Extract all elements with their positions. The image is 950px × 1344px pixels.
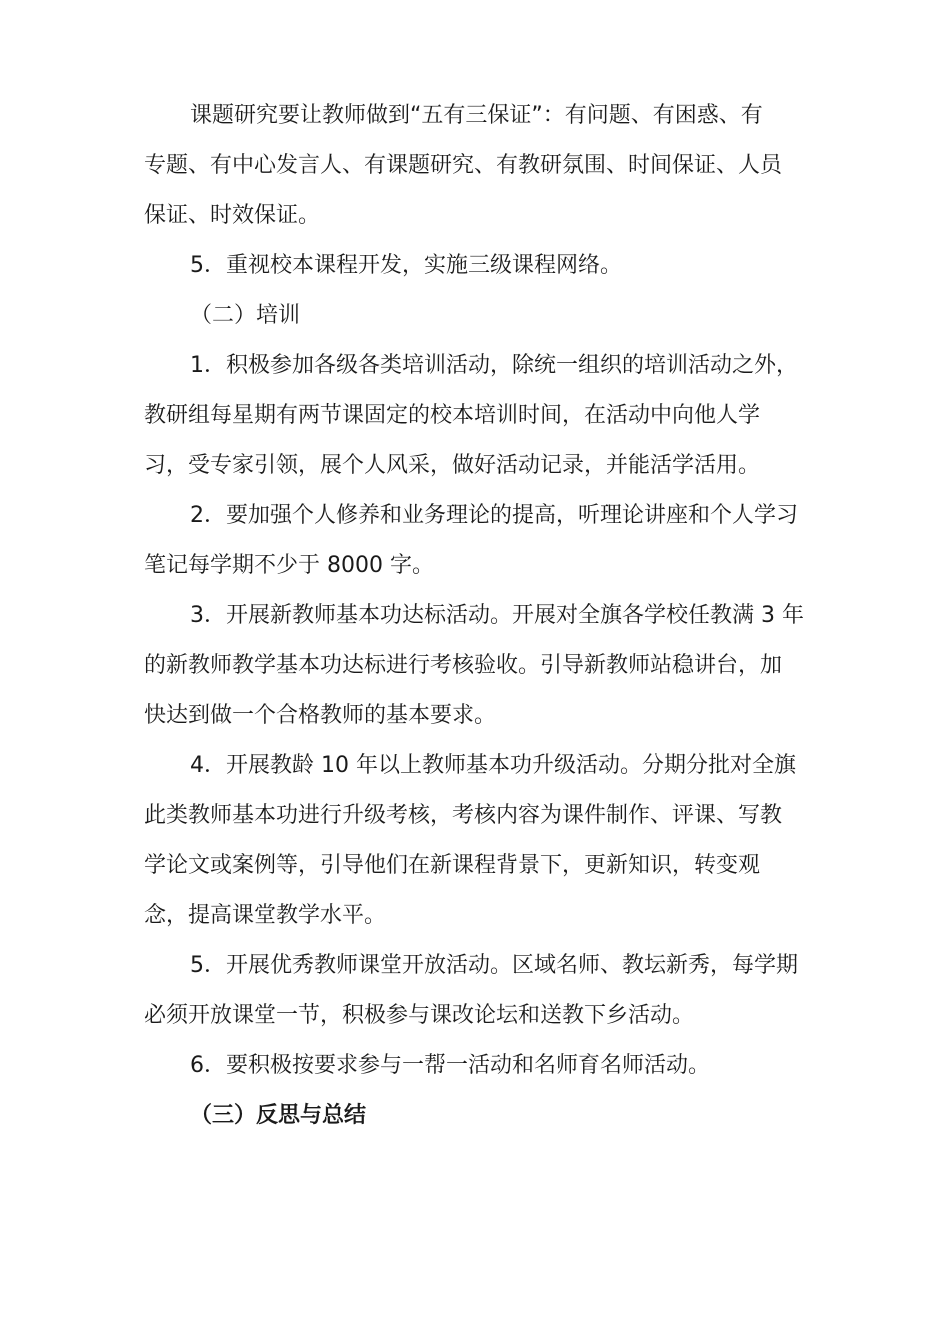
body-line: 1．积极参加各级各类培训活动，除统一组织的培训活动之外，	[190, 353, 798, 378]
body-line: 快达到做一个合格教师的基本要求。	[144, 703, 497, 728]
body-line: 课题研究要让教师做到“五有三保证”：有问题、有困惑、有	[190, 103, 763, 128]
body-line: 的新教师教学基本功达标进行考核验收。引导新教师站稳讲台，加	[144, 653, 783, 678]
body-line: 6．要积极按要求参与一帮一活动和名师育名师活动。	[190, 1053, 710, 1078]
section-heading: （二）培训	[190, 303, 301, 328]
body-line: 笔记每学期不少于 8000 字。	[144, 553, 434, 578]
body-line: 此类教师基本功进行升级考核，考核内容为课件制作、评课、写教	[144, 803, 783, 828]
body-line: 学论文或案例等，引导他们在新课程背景下，更新知识，转变观	[144, 853, 761, 878]
body-line: 习，受专家引领，展个人风采，做好活动记录，并能活学活用。	[144, 453, 761, 478]
body-line: 教研组每星期有两节课固定的校本培训时间，在活动中向他人学	[144, 403, 761, 428]
section-heading: （三）反思与总结	[190, 1103, 367, 1128]
body-line: 4．开展教龄 10 年以上教师基本功升级活动。分期分批对全旗	[190, 753, 796, 778]
body-line: 必须开放课堂一节，积极参与课改论坛和送教下乡活动。	[144, 1003, 695, 1028]
body-line: 念，提高课堂教学水平。	[144, 903, 387, 928]
body-line: 保证、时效保证。	[144, 203, 321, 228]
body-line: 2．要加强个人修养和业务理论的提高，听理论讲座和个人学习	[190, 503, 798, 528]
body-line: 3．开展新教师基本功达标活动。开展对全旗各学校任教满 3 年	[190, 603, 804, 628]
body-line: 5．开展优秀教师课堂开放活动。区域名师、教坛新秀，每学期	[190, 953, 798, 978]
body-line: 5．重视校本课程开发，实施三级课程网络。	[190, 253, 622, 278]
body-line: 专题、有中心发言人、有课题研究、有教研氛围、时间保证、人员	[144, 153, 783, 178]
